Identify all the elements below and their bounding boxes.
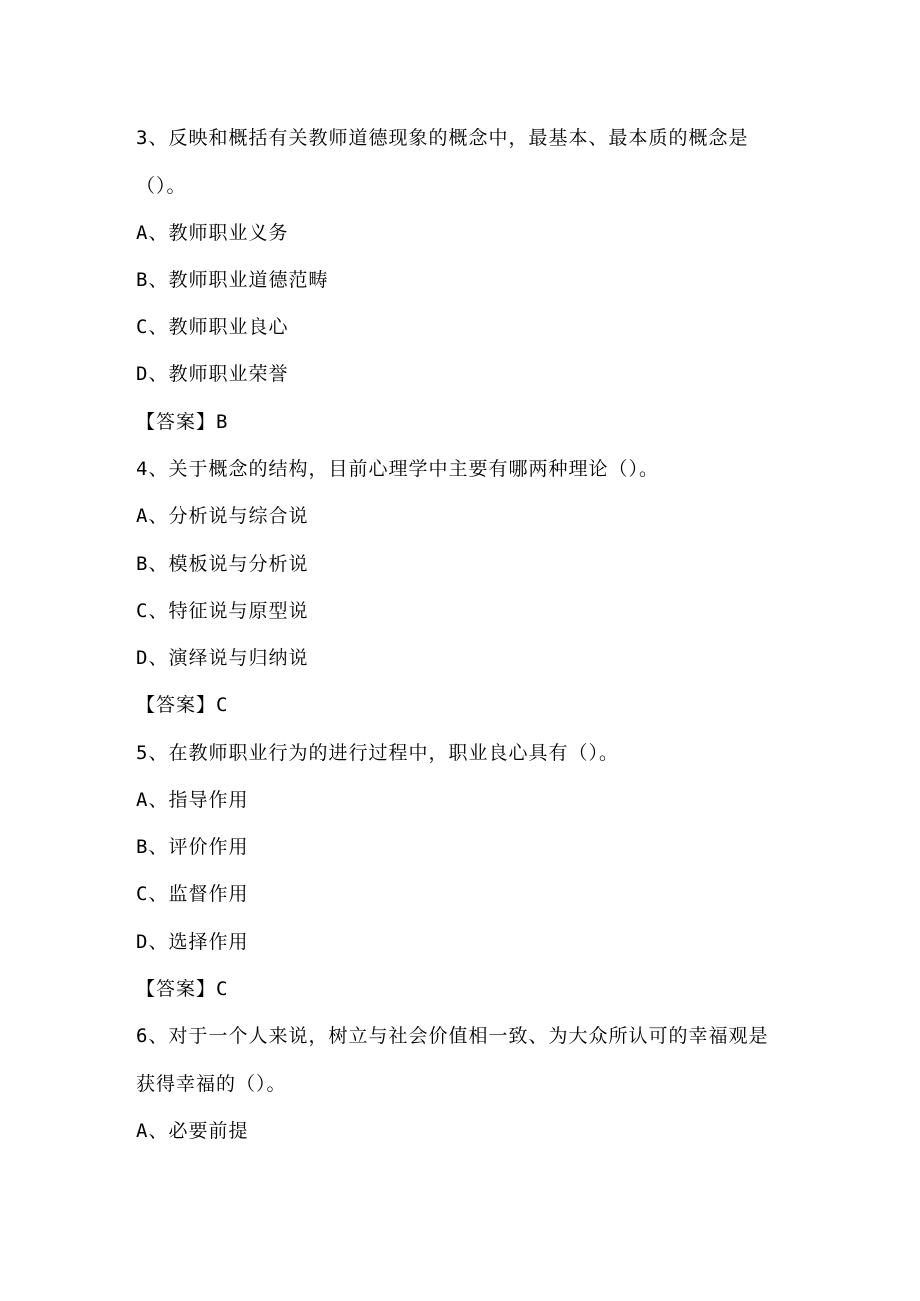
question-4-option-a: A、分析说与综合说 bbox=[136, 505, 309, 527]
question-4-stem-line-1: 4、关于概念的结构，目前心理学中主要有哪两种理论（）。 bbox=[136, 458, 659, 480]
question-4-option-b: B、模板说与分析说 bbox=[136, 553, 309, 575]
question-3-answer: 【答案】B bbox=[136, 411, 229, 433]
question-3-stem-line-2: （）。 bbox=[136, 175, 187, 197]
question-6-option-a: A、必要前提 bbox=[136, 1120, 249, 1142]
question-4-option-c: C、特征说与原型说 bbox=[136, 600, 309, 622]
question-5-stem-line-1: 5、在教师职业行为的进行过程中，职业良心具有（）。 bbox=[136, 742, 619, 764]
question-3-stem-line-1: 3、反映和概括有关教师道德现象的概念中，最基本、最本质的概念是 bbox=[136, 127, 749, 149]
question-3-option-c: C、教师职业良心 bbox=[136, 316, 289, 338]
question-6-stem-line-2: 获得幸福的（）。 bbox=[136, 1073, 287, 1095]
question-5-option-b: B、评价作用 bbox=[136, 836, 249, 858]
question-5-option-c: C、监督作用 bbox=[136, 883, 249, 905]
question-5-answer: 【答案】C bbox=[136, 978, 229, 1000]
question-5-option-a: A、指导作用 bbox=[136, 789, 249, 811]
question-3-option-b: B、教师职业道德范畴 bbox=[136, 269, 329, 291]
question-3-option-a: A、教师职业义务 bbox=[136, 222, 289, 244]
question-3-option-d: D、教师职业荣誉 bbox=[136, 363, 289, 385]
question-6-stem-line-1: 6、对于一个人来说，树立与社会价值相一致、为大众所认可的幸福观是 bbox=[136, 1025, 769, 1047]
question-4-answer: 【答案】C bbox=[136, 694, 229, 716]
question-5-option-d: D、选择作用 bbox=[136, 931, 249, 953]
question-4-option-d: D、演绎说与归纳说 bbox=[136, 647, 309, 669]
